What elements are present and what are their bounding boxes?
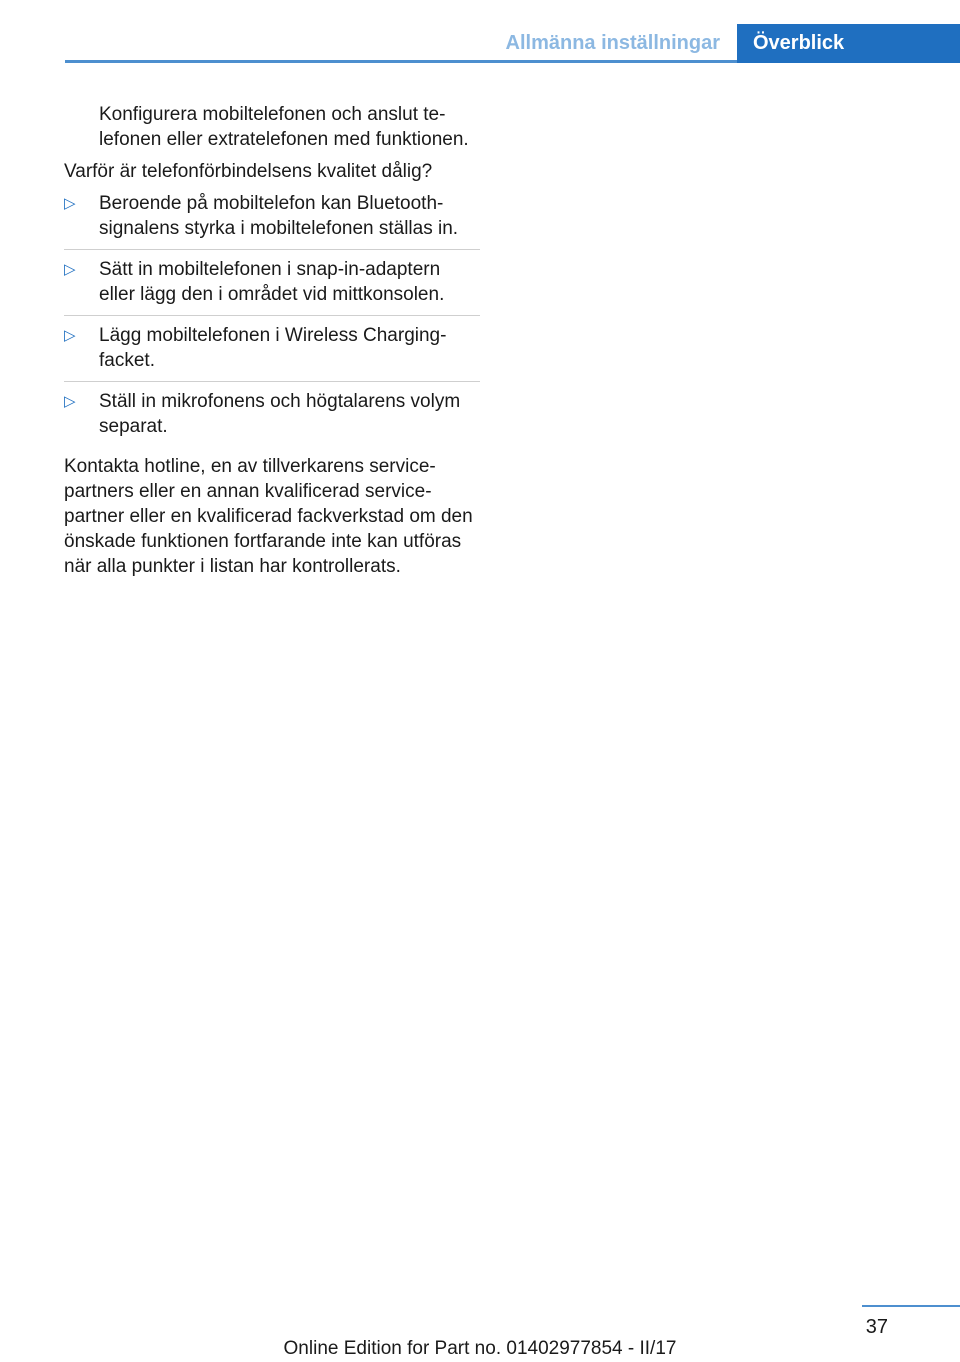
triangle-bullet-icon: ▷ xyxy=(64,327,76,344)
header-chapter-tab: Överblick xyxy=(737,24,960,63)
bullet-list xyxy=(64,191,480,447)
footer-rule xyxy=(862,1305,960,1307)
edition-footer: Online Edition for Part no. 01402977854 - II/17 xyxy=(283,1338,677,1359)
list-item xyxy=(64,389,480,447)
intro-paragraph: Konfigurera mobiltelefonen och anslut telefonen eller extratelefonen med funktionen. xyxy=(99,104,469,150)
question-heading: Varför är telefonförbindelsens kvalitet dålig? xyxy=(64,161,433,182)
list-item-text: Sätt in mobiltelefonen i snap-in-adaptern eller lägg den i området vid mittkonsolen. xyxy=(99,259,445,305)
header-section-title: Allmänna inställningar xyxy=(505,32,720,54)
triangle-bullet-icon: ▷ xyxy=(64,261,76,278)
list-item xyxy=(64,191,480,250)
triangle-bullet-icon: ▷ xyxy=(64,195,76,212)
list-item xyxy=(64,323,480,382)
list-item-text: Lägg mobiltelefonen i Wireless Charging-facket. xyxy=(99,325,447,371)
page-number: 37 xyxy=(865,1316,888,1338)
triangle-bullet-icon: ▷ xyxy=(64,393,76,410)
page-content xyxy=(64,102,480,586)
closing-paragraph: Kontakta hotline, en av tillverkarens servicepartners eller en annan kvalificerad servicepartner eller en kvalificerad fackverkstad om den önskade funktionen fortfarande inte kan utföras när alla punkter i listan har kontrollerats. xyxy=(64,456,473,577)
list-item xyxy=(64,257,480,316)
list-item-text: Ställ in mikrofonens och högtalarens volym separat. xyxy=(99,391,461,437)
list-item-text: Beroende på mobiltelefon kan Bluetooth-signalens styrka i mobiltelefonen ställas in. xyxy=(99,193,459,239)
